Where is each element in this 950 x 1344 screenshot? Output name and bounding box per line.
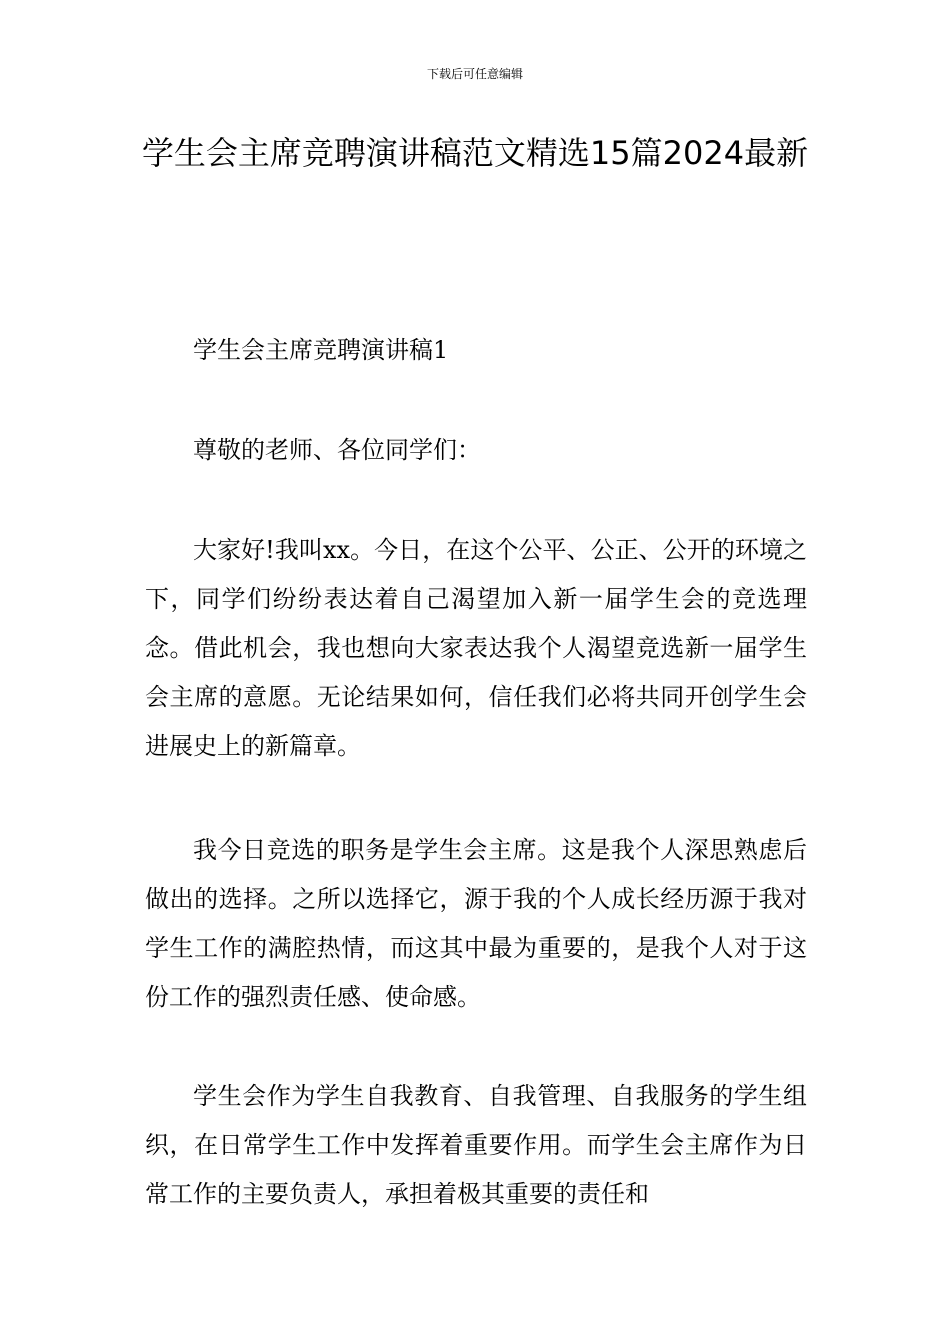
paragraph-block [145, 1072, 807, 1219]
salutation-block [145, 426, 807, 475]
paragraph-block [145, 826, 807, 1022]
paragraph: 学生会作为学生自我教育、自我管理、自我服务的学生组织，在日常学生工作中发挥着重要作用。而学生会主席作为日常工作的主要负责人，承担着极其重要的责任和 [145, 1082, 807, 1208]
header-note: 下载后可任意编辑 [426, 67, 523, 81]
section-heading: 学生会主席竞聘演讲稿1 [193, 336, 449, 364]
paragraph-block [145, 526, 807, 771]
section-heading-block [145, 326, 807, 375]
paragraph: 我今日竞选的职务是学生会主席。这是我个人深思熟虑后做出的选择。之所以选择它，源于我的个人成长经历源于我对学生工作的满腔热情，而这其中最为重要的，是我个人对于这份工作的强烈责任感、使命感。 [145, 836, 807, 1011]
paragraph: 大家好!我叫xx。今日，在这个公平、公正、公开的环境之下，同学们纷纷表达着自己渴望加入新一届学生会的竞选理念。借此机会，我也想向大家表达我个人渴望竞选新一届学生会主席的意愿。无论结果如何，信任我们必将共同开创学生会进展史上的新篇章。 [145, 536, 807, 760]
salutation: 尊敬的老师、各位同学们： [193, 436, 481, 464]
document-title: 学生会主席竞聘演讲稿范文精选15篇2024最新 [141, 134, 809, 172]
